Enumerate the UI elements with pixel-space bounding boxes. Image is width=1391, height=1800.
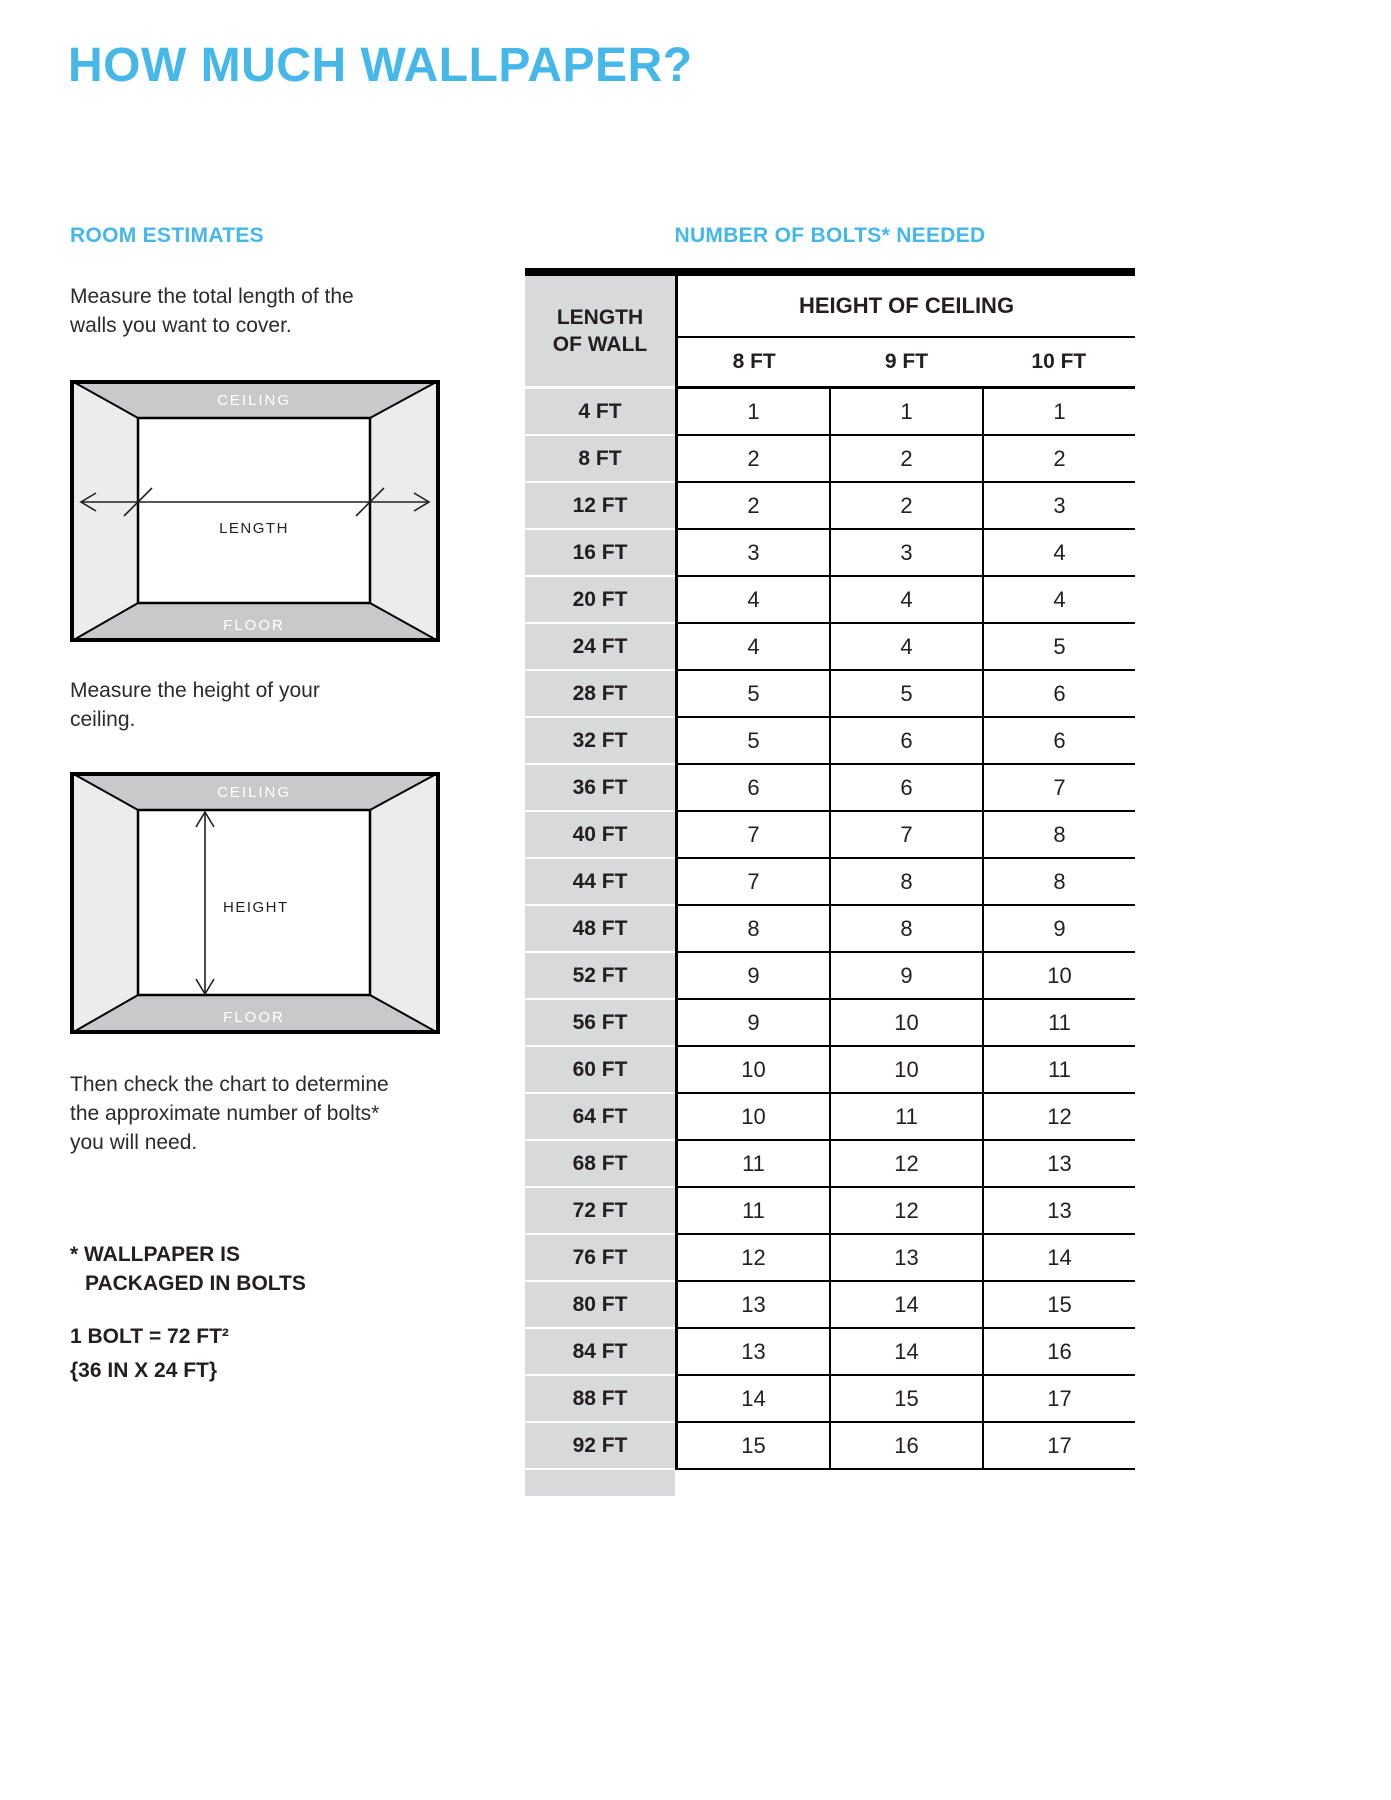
row-values: [675, 1329, 1135, 1376]
table-row: [525, 624, 1135, 671]
row-length-label: 88 FT: [525, 1376, 675, 1421]
bolt-dimensions-line: {36 IN X 24 FT}: [70, 1359, 218, 1382]
bolt-count-cell: 1: [831, 389, 984, 434]
bolt-count-cell: 2: [831, 483, 984, 528]
bolt-count-cell: 15: [1047, 1291, 1072, 1317]
ceiling-height-subheader: [678, 338, 1135, 386]
row-values: [675, 1282, 1135, 1329]
row-length-label: 68 FT: [525, 1141, 675, 1186]
bolt-count-cell: 9: [678, 1000, 831, 1045]
row-length-label: 12 FT: [525, 483, 675, 528]
bolt-count-cell: 16: [1047, 1338, 1072, 1364]
row-length-label: 80 FT: [525, 1282, 675, 1327]
table-row: [525, 530, 1135, 577]
row-length-label: 36 FT: [525, 765, 675, 810]
table-row: [525, 1423, 1135, 1470]
bolts-table: [525, 268, 1135, 1496]
instruction-measure-height: Measure the height of your ceiling.: [70, 679, 320, 731]
height-diagram: [70, 772, 440, 1034]
bolt-count-cell: 11: [831, 1094, 984, 1139]
row-values: [675, 906, 1135, 953]
page-title: HOW MUCH WALLPAPER?: [68, 39, 693, 92]
col-header-9ft: 9 FT: [884, 350, 929, 373]
table-row: [525, 671, 1135, 718]
table-row: [525, 1376, 1135, 1423]
left-wall: [70, 380, 138, 642]
bolt-count-cell: 2: [831, 436, 984, 481]
bolt-count-cell: 13: [1047, 1150, 1072, 1176]
bolt-count-cell: 7: [1053, 774, 1066, 800]
bolt-count-cell: 4: [831, 624, 984, 669]
row-length-label: 24 FT: [525, 624, 675, 669]
bolt-size-line: 1 BOLT = 72 FT²: [70, 1325, 229, 1348]
row-values: [675, 624, 1135, 671]
row-values: [675, 1141, 1135, 1188]
table-row: [525, 1235, 1135, 1282]
bolt-count-cell: 11: [678, 1141, 831, 1186]
bolt-count-cell: 16: [831, 1423, 984, 1468]
bolt-count-cell: 13: [678, 1282, 831, 1327]
row-length-label: 92 FT: [525, 1423, 675, 1468]
row-length-label: 28 FT: [525, 671, 675, 716]
bolt-count-cell: 8: [831, 859, 984, 904]
bolt-count-cell: 3: [1053, 492, 1066, 518]
footnote-line-1: * WALLPAPER IS: [70, 1243, 240, 1266]
row-values: [675, 812, 1135, 859]
bolt-count-cell: 6: [678, 765, 831, 810]
bolt-count-cell: 13: [1047, 1197, 1072, 1223]
row-values: [675, 577, 1135, 624]
row-length-label: 20 FT: [525, 577, 675, 622]
bolt-count-cell: 2: [1053, 445, 1066, 471]
height-of-ceiling-header: HEIGHT OF CEILING: [678, 276, 1135, 338]
row-values: [675, 1047, 1135, 1094]
row-values: [675, 718, 1135, 765]
row-length-label: 52 FT: [525, 953, 675, 998]
col-header-8ft: 8 FT: [732, 350, 776, 373]
bolt-count-cell: 6: [1053, 680, 1066, 706]
right-wall: [370, 772, 440, 1034]
row-values: [675, 1376, 1135, 1423]
height-diagram-svg: [70, 772, 440, 1034]
table-row: [525, 765, 1135, 812]
table-row: [525, 1282, 1135, 1329]
row-length-label: 64 FT: [525, 1094, 675, 1139]
row-values: [675, 1235, 1135, 1282]
bolt-count-cell: 9: [831, 953, 984, 998]
row-values: [675, 859, 1135, 906]
table-row: [525, 906, 1135, 953]
table-row: [525, 1141, 1135, 1188]
bolt-count-cell: 5: [678, 718, 831, 763]
bolt-count-cell: 1: [1053, 398, 1066, 424]
bolt-count-cell: 7: [831, 812, 984, 857]
bolt-count-cell: 6: [831, 765, 984, 810]
length-diagram-svg: [70, 380, 440, 642]
table-row: [525, 718, 1135, 765]
row-length-label: 32 FT: [525, 718, 675, 763]
room-estimates-heading: ROOM ESTIMATES: [70, 224, 264, 247]
ceiling-header-group: [675, 276, 1135, 389]
table-row: [525, 1329, 1135, 1376]
row-values: [675, 436, 1135, 483]
bolt-count-cell: 10: [678, 1094, 831, 1139]
table-header: [525, 276, 1135, 389]
row-values: [675, 765, 1135, 812]
bolt-count-cell: 14: [831, 1329, 984, 1374]
length-diagram: [70, 380, 440, 642]
bolt-count-cell: 5: [678, 671, 831, 716]
floor-label: FLOOR: [223, 617, 285, 634]
bolt-count-cell: 13: [831, 1235, 984, 1280]
bolt-count-cell: 10: [678, 1047, 831, 1092]
row-length-label: 60 FT: [525, 1047, 675, 1092]
row-values: [675, 530, 1135, 577]
bolt-count-cell: 8: [831, 906, 984, 951]
bolt-count-cell: 11: [678, 1188, 831, 1233]
table-row: [525, 859, 1135, 906]
back-wall: [138, 418, 370, 603]
bolt-count-cell: 4: [678, 577, 831, 622]
bolt-count-cell: 7: [678, 812, 831, 857]
bolt-count-cell: 12: [1047, 1103, 1072, 1129]
row-length-label: 40 FT: [525, 812, 675, 857]
bolt-count-cell: 2: [678, 436, 831, 481]
row-length-label: 4 FT: [525, 389, 675, 434]
height-label: HEIGHT: [223, 899, 289, 916]
bolt-count-cell: 2: [678, 483, 831, 528]
table-row: [525, 1094, 1135, 1141]
row-values: [675, 483, 1135, 530]
table-row: [525, 389, 1135, 436]
bolt-count-cell: 11: [1048, 1009, 1071, 1035]
bolt-count-cell: 9: [1053, 915, 1066, 941]
row-length-label: 76 FT: [525, 1235, 675, 1280]
table-row: [525, 953, 1135, 1000]
bolt-count-cell: 9: [678, 953, 831, 998]
bolt-count-cell: 8: [1053, 821, 1066, 847]
row-length-label: 16 FT: [525, 530, 675, 575]
bolt-count-cell: 8: [1053, 868, 1066, 894]
instruction-check-chart: Then check the chart to determine the approximate number of bolts* you will need.: [70, 1073, 389, 1154]
bolt-count-cell: 12: [678, 1235, 831, 1280]
bolt-count-cell: 10: [831, 1047, 984, 1092]
bolt-count-cell: 5: [1053, 633, 1066, 659]
col-header-10ft: 10 FT: [1031, 350, 1087, 373]
row-values: [675, 1094, 1135, 1141]
bolt-count-cell: 4: [1053, 586, 1066, 612]
bolt-count-cell: 6: [1053, 727, 1066, 753]
row-values: [675, 671, 1135, 718]
table-row: [525, 577, 1135, 624]
bolt-count-cell: 17: [1047, 1385, 1072, 1411]
bolt-count-cell: 1: [678, 389, 831, 434]
table-row: [525, 436, 1135, 483]
row-length-label: 72 FT: [525, 1188, 675, 1233]
left-wall: [70, 772, 138, 1034]
table-row: [525, 1047, 1135, 1094]
bolt-count-cell: 15: [831, 1376, 984, 1421]
ceiling-label: CEILING: [216, 784, 292, 801]
bolt-count-cell: 3: [678, 530, 831, 575]
bolt-count-cell: 8: [678, 906, 831, 951]
bolt-count-cell: 12: [831, 1141, 984, 1186]
bolt-count-cell: 6: [831, 718, 984, 763]
row-values: [675, 389, 1135, 436]
bolts-table-body: [525, 389, 1135, 1470]
bolt-count-cell: 10: [831, 1000, 984, 1045]
bolt-count-cell: 11: [1048, 1056, 1071, 1082]
table-top-rule: [525, 268, 1135, 276]
bolt-count-cell: 14: [678, 1376, 831, 1421]
bolt-count-cell: 4: [1053, 539, 1066, 565]
bolt-definition: [70, 1320, 229, 1388]
bolt-count-cell: 17: [1047, 1432, 1072, 1458]
row-length-label: 8 FT: [525, 436, 675, 481]
row-values: [675, 1423, 1135, 1470]
bolts-table-heading: NUMBER OF BOLTS* NEEDED: [674, 224, 986, 247]
length-label: LENGTH: [219, 520, 289, 537]
bolt-count-cell: 13: [678, 1329, 831, 1374]
table-row: [525, 483, 1135, 530]
bolt-count-cell: 10: [1047, 962, 1072, 988]
bolt-count-cell: 7: [678, 859, 831, 904]
floor-label: FLOOR: [223, 1009, 285, 1026]
bolt-count-cell: 12: [831, 1188, 984, 1233]
table-row: [525, 812, 1135, 859]
instruction-measure-length: Measure the total length of the walls you want to cover.: [70, 285, 354, 337]
bolt-count-cell: 14: [831, 1282, 984, 1327]
table-row: [525, 1188, 1135, 1235]
right-wall: [370, 380, 440, 642]
row-length-label: 48 FT: [525, 906, 675, 951]
bolts-footnote: [70, 1240, 306, 1298]
length-of-wall-header: LENGTH OF WALL: [525, 276, 675, 386]
bolt-count-cell: 4: [831, 577, 984, 622]
bolt-count-cell: 5: [831, 671, 984, 716]
bolt-count-cell: 15: [678, 1423, 831, 1468]
table-footer-stub: [525, 1470, 675, 1496]
table-row: [525, 1000, 1135, 1047]
ceiling-label: CEILING: [216, 392, 292, 409]
row-length-label: 44 FT: [525, 859, 675, 904]
row-length-label: 56 FT: [525, 1000, 675, 1045]
row-values: [675, 1000, 1135, 1047]
bolt-count-cell: 3: [831, 530, 984, 575]
row-values: [675, 1188, 1135, 1235]
bolt-count-cell: 4: [678, 624, 831, 669]
row-values: [675, 953, 1135, 1000]
bolt-count-cell: 14: [1047, 1244, 1072, 1270]
footnote-line-2: PACKAGED IN BOLTS: [85, 1272, 306, 1295]
row-length-label: 84 FT: [525, 1329, 675, 1374]
